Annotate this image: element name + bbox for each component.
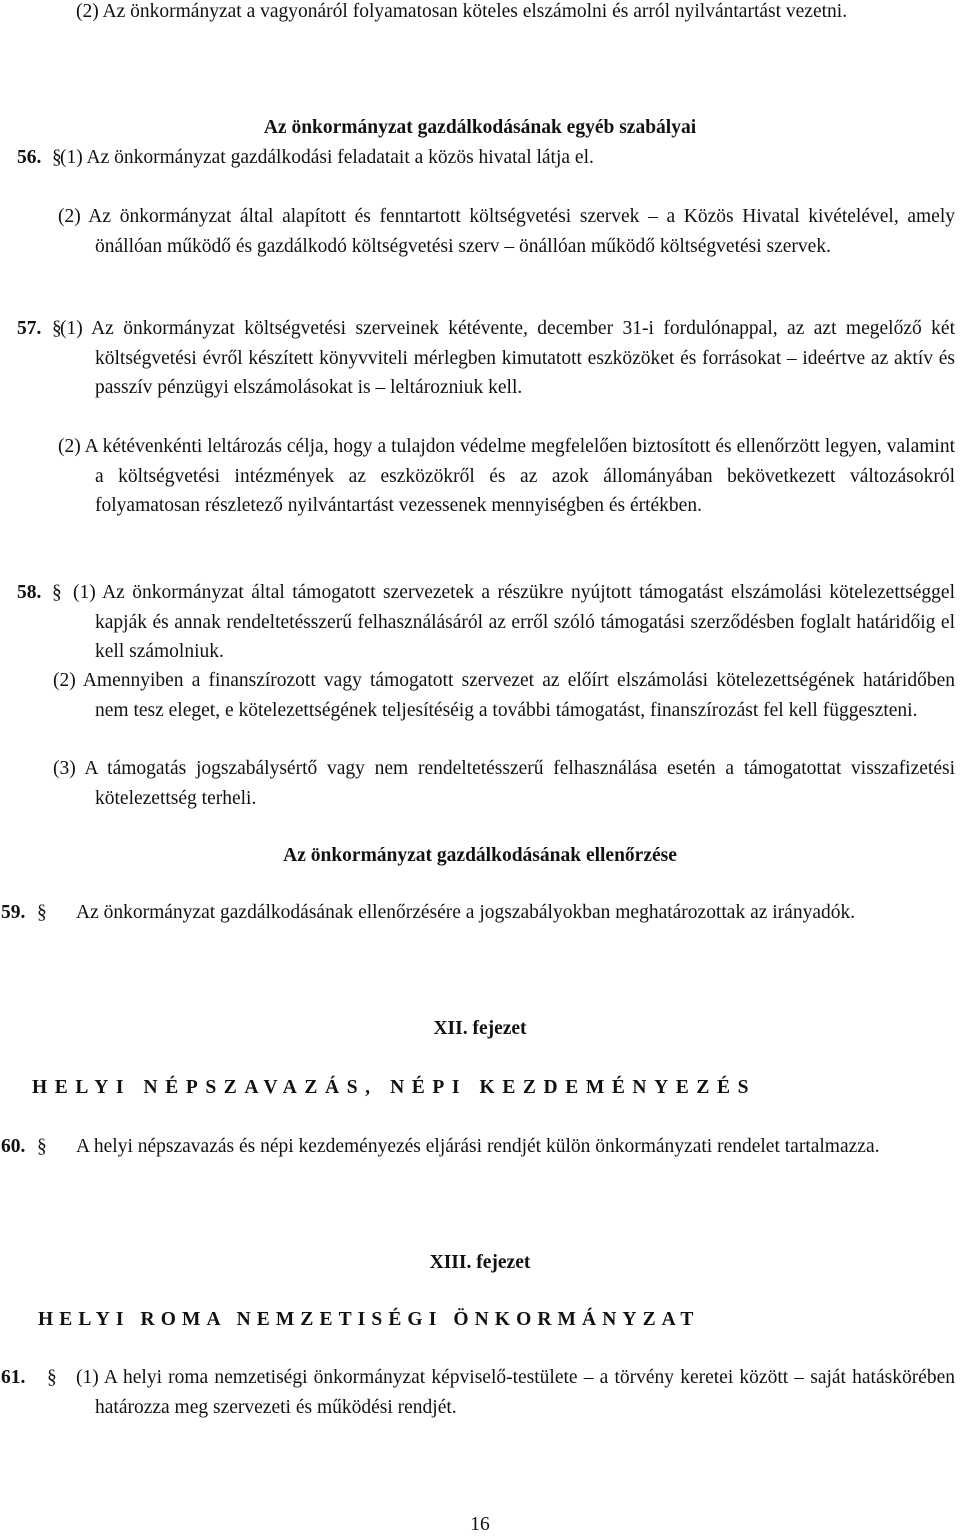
paragraph-56-1: (1) Az önkormányzat gazdálkodási feladatait a közös hivatal látja el.	[60, 147, 594, 168]
paragraph-58-2: (2) Amennyiben a finanszírozott vagy támogatott szervezet az előírt elszámolási kötelezettségének határidőben nem tesz eleget, e kötelezettségének teljesítéséig a további támogatást, finanszírozást fel kell függeszteni.	[53, 670, 955, 721]
chapter-xii-heading: HELYI NÉPSZAVAZÁS, NÉPI KEZDEMÉNYEZÉS	[32, 1077, 757, 1098]
page-number: 16	[470, 1514, 490, 1535]
article-number-56: 56.	[17, 147, 42, 168]
article-number-58: 58.	[17, 582, 42, 603]
paragraph-57-1: (1) Az önkormányzat költségvetési szerveinek kétévente, december 31-i fordulónappal, az azt megelőző két költségvetési évről készített könyvviteli mérlegben kimutatott eszközöket és forrásokat – ideértve az aktív és passzív pénzügyi elszámolásokat is – leltározniuk kell.	[60, 318, 955, 398]
section-sign: §	[37, 1136, 47, 1157]
paragraph-57-2: (2) A kétévenkénti leltározás célja, hogy a tulajdon védelme megfelelően biztosított és ellenőrzött legyen, valamint a költségvetési intézmények az eszközökről és az azok állományában bekövetkezett változásokról folyamatosan részletező nyilvántartást vezessenek mennyiségben és értékben.	[58, 436, 955, 516]
article-number-59: 59.	[1, 902, 26, 923]
paragraph-60: A helyi népszavazás és népi kezdeményezés eljárási rendjét külön önkormányzati rendelet tartalmazza.	[76, 1136, 880, 1157]
chapter-xii-title: XII. fejezet	[433, 1018, 527, 1039]
chapter-xiii-heading: HELYI ROMA NEMZETISÉGI ÖNKORMÁNYZAT	[38, 1309, 700, 1330]
section-sign: §	[47, 1367, 57, 1388]
paragraph-59: Az önkormányzat gazdálkodásának ellenőrzésére a jogszabályokban meghatározottak az irányadók.	[76, 902, 856, 923]
heading-egyeb-szabalyai: Az önkormányzat gazdálkodásának egyéb szabályai	[263, 117, 697, 138]
paragraph-55-2: (2) Az önkormányzat a vagyonáról folyamatosan köteles elszámolni és arról nyilvántartást vezetni.	[76, 1, 848, 22]
article-number-61: 61.	[1, 1367, 26, 1388]
section-sign: §	[37, 902, 47, 923]
heading-ellenorzese: Az önkormányzat gazdálkodásának ellenőrzése	[283, 845, 677, 866]
chapter-xiii-title: XIII. fejezet	[429, 1252, 531, 1273]
paragraph-58-3: (3) A támogatás jogszabálysértő vagy nem rendeltetésszerű felhasználása esetén a támogatottat visszafizetési kötelezettség terheli.	[53, 758, 955, 809]
paragraph-58-1: (1) Az önkormányzat által támogatott szervezetek a részükre nyújtott támogatást elszámolási kötelezettséggel kapják és annak rendeltetésszerű felhasználásáról az erről szóló támogatási szerződésben foglalt határidőig el kell számolniuk.	[73, 582, 955, 662]
section-sign: §	[52, 582, 62, 603]
section-sign: §	[52, 318, 62, 339]
paragraph-56-2: (2) Az önkormányzat által alapított és fenntartott költségvetési szervek – a Közös Hivatal kivételével, amely önállóan működő és gazdálkodó költségvetési szerv – önállóan működő költségvetési szervek.	[58, 206, 955, 257]
section-sign: §	[52, 147, 62, 168]
article-number-60: 60.	[1, 1136, 26, 1157]
paragraph-61-1: (1) A helyi roma nemzetiségi önkormányzat képviselő-testülete – a törvény keretei között – saját hatáskörében határozza meg szervezeti és működési rendjét.	[76, 1367, 955, 1418]
article-number-57: 57.	[17, 318, 42, 339]
